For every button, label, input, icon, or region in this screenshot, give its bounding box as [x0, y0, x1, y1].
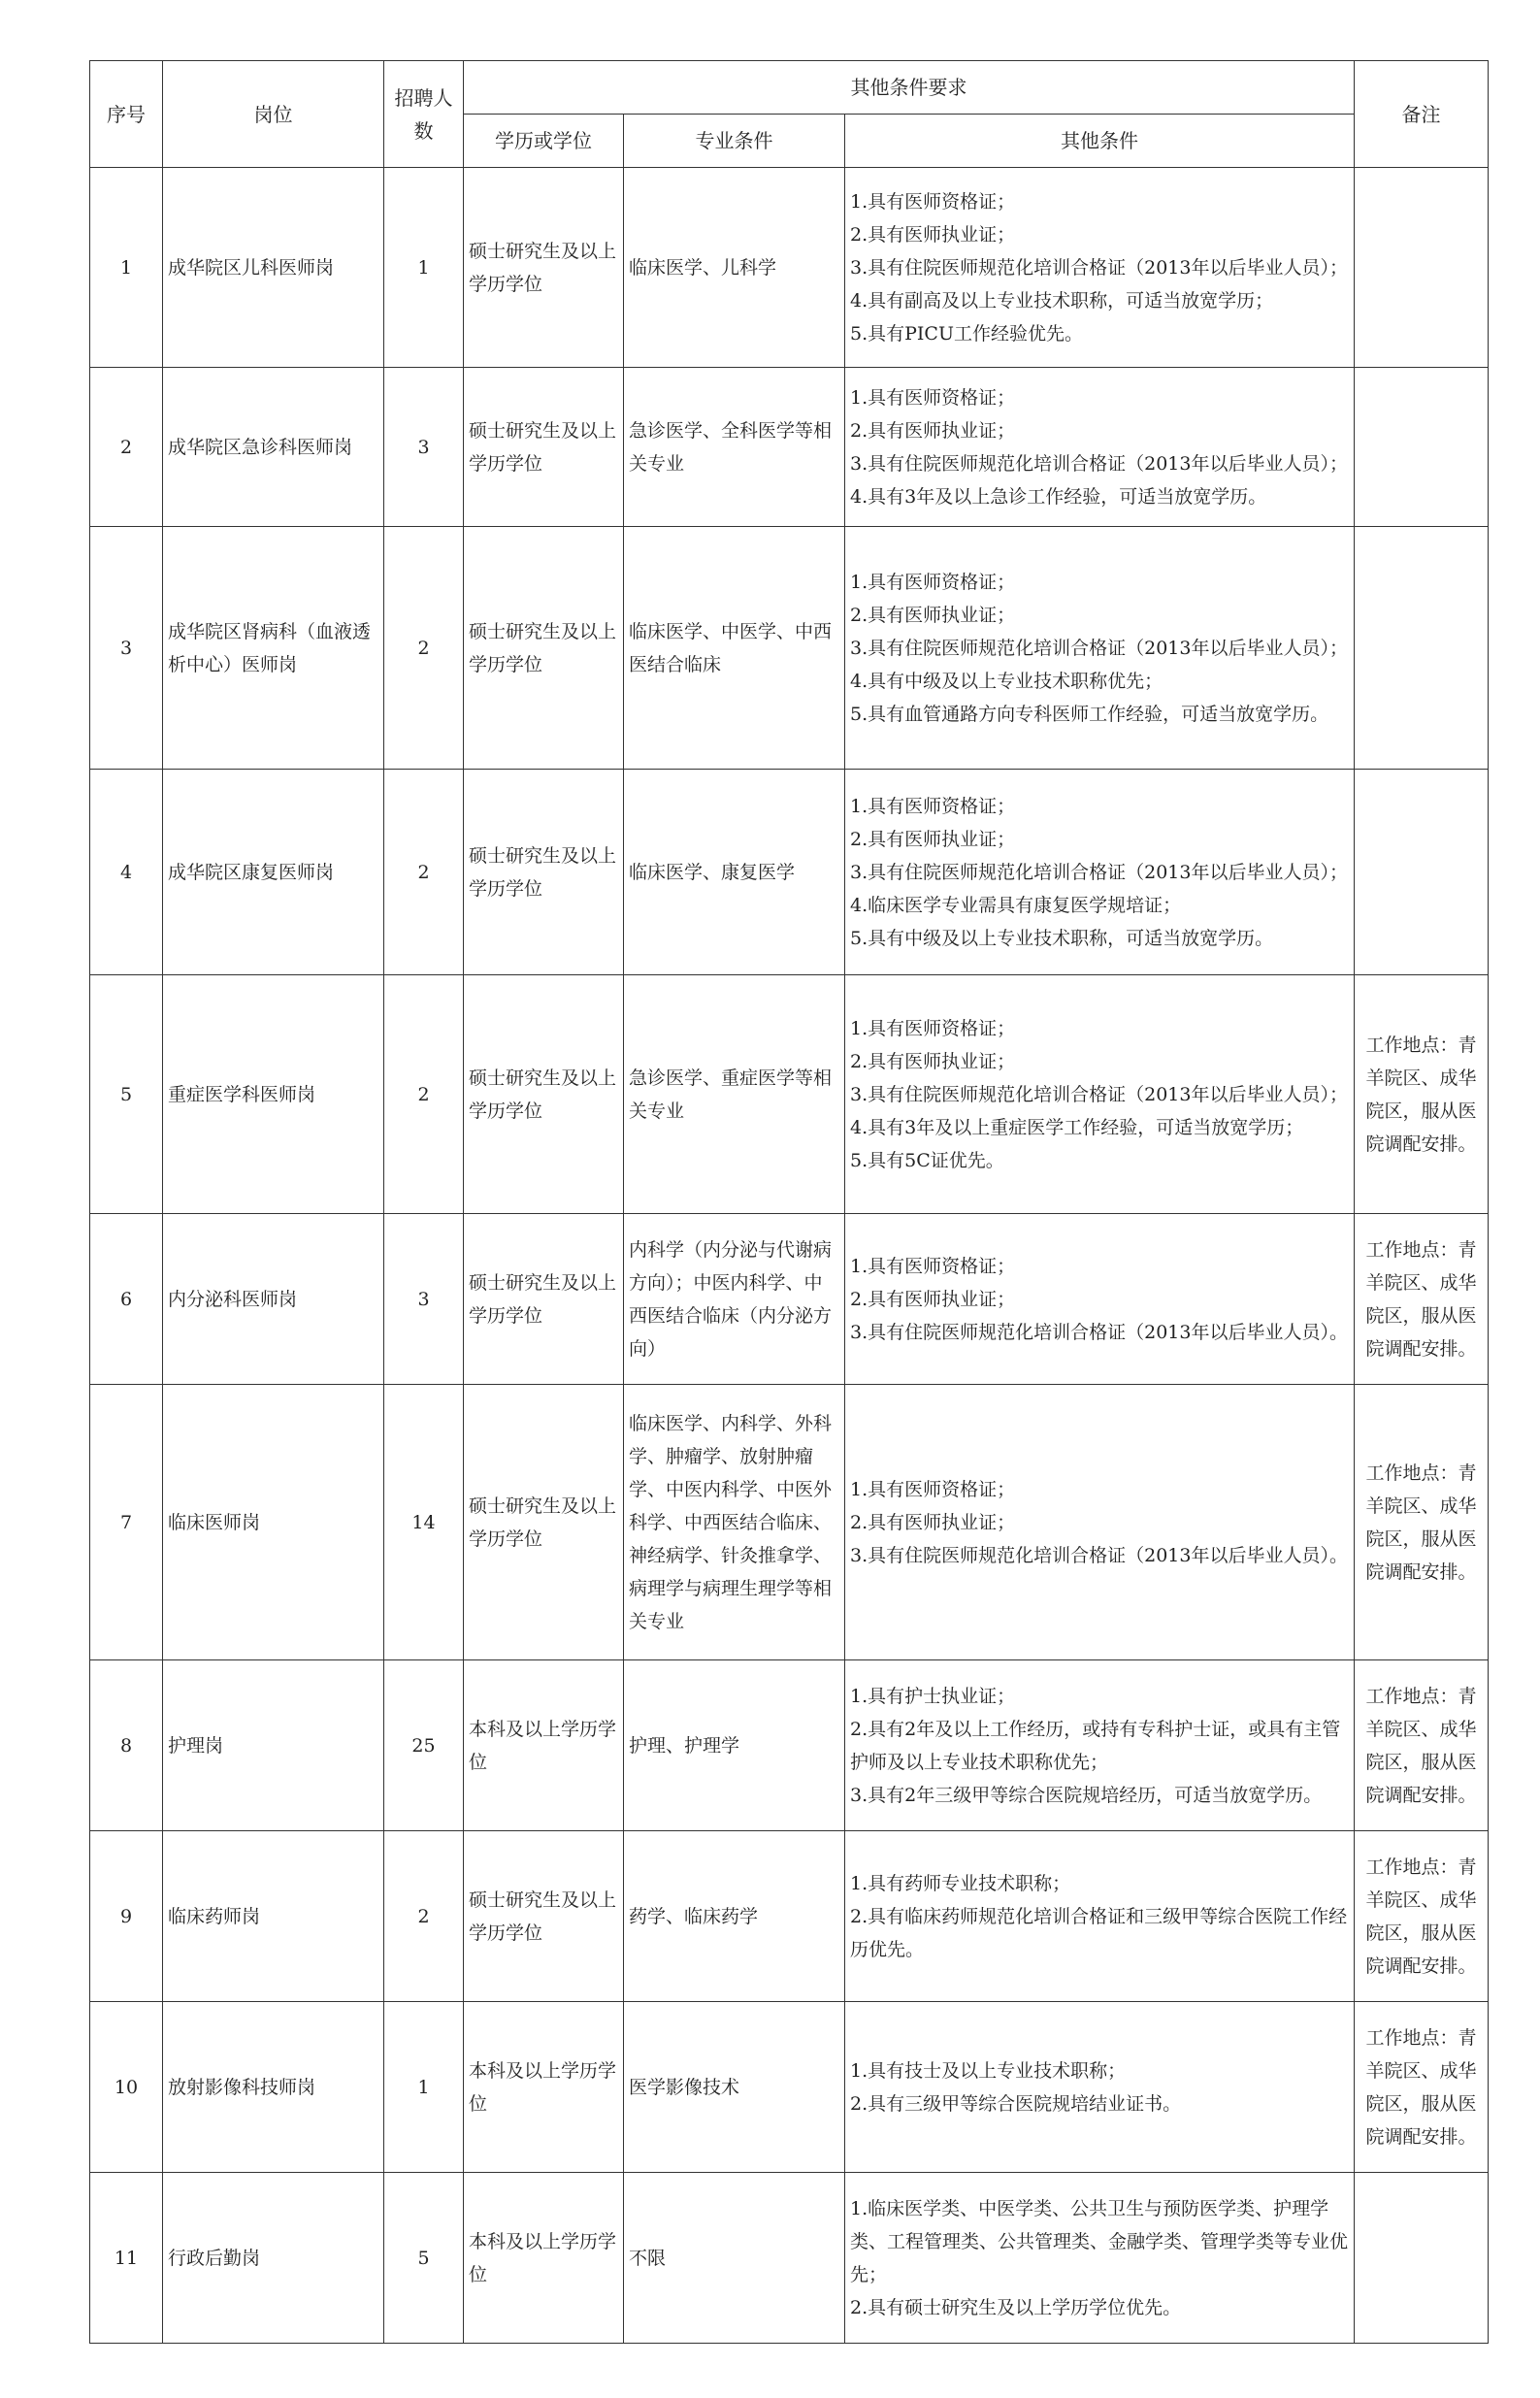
row-number: 7: [90, 1385, 163, 1660]
hire-count: 25: [384, 1660, 464, 1831]
table-header: [90, 61, 1489, 168]
education-requirement: 本科及以上学历学位: [464, 2002, 624, 2173]
table-row: [90, 1660, 1489, 1831]
row-number: 4: [90, 770, 163, 975]
condition-item: 1.具有医师资格证；: [850, 386, 1016, 409]
condition-item: 3.具有住院医师规范化培训合格证（2013年以后毕业人员）；: [850, 861, 1348, 883]
education-requirement: 硕士研究生及以上学历学位: [464, 527, 624, 770]
post-name: 成华院区急诊科医师岗: [163, 368, 384, 527]
hire-count: 2: [384, 975, 464, 1214]
condition-item: 5.具有血管通路方向专科医师工作经验，可适当放宽学历。: [850, 703, 1329, 725]
header-other-conditions: 其他条件: [845, 115, 1355, 168]
other-conditions: [845, 2173, 1355, 2344]
row-number: 1: [90, 168, 163, 368]
education-requirement: 硕士研究生及以上学历学位: [464, 770, 624, 975]
post-name: 行政后勤岗: [163, 2173, 384, 2344]
hire-count: 1: [384, 168, 464, 368]
condition-item: 1.具有医师资格证；: [850, 1478, 1016, 1500]
table-row: [90, 2173, 1489, 2344]
major-requirement: 不限: [624, 2173, 845, 2344]
other-conditions: [845, 1214, 1355, 1385]
hire-count: 2: [384, 770, 464, 975]
post-name: 临床药师岗: [163, 1831, 384, 2002]
education-requirement: 硕士研究生及以上学历学位: [464, 975, 624, 1214]
post-name: 临床医师岗: [163, 1385, 384, 1660]
post-name: 重症医学科医师岗: [163, 975, 384, 1214]
hire-count: 3: [384, 1214, 464, 1385]
education-requirement: 硕士研究生及以上学历学位: [464, 1214, 624, 1385]
condition-item: 1.具有护士执业证；: [850, 1685, 1016, 1707]
row-number: 9: [90, 1831, 163, 2002]
condition-item: 2.具有临床药师规范化培训合格证和三级甲等综合医院工作经历优先。: [850, 1905, 1348, 1960]
condition-item: 1.具有医师资格证；: [850, 571, 1016, 593]
header-seq: 序号: [90, 61, 163, 168]
condition-item: 5.具有PICU工作经验优先。: [850, 322, 1083, 345]
condition-item: 2.具有硕士研究生及以上学历学位优先。: [850, 2296, 1182, 2318]
remark: [1355, 770, 1489, 975]
hire-count: 1: [384, 2002, 464, 2173]
row-number: 8: [90, 1660, 163, 1831]
condition-item: 5.具有中级及以上专业技术职称，可适当放宽学历。: [850, 927, 1274, 949]
table-row: [90, 975, 1489, 1214]
hire-count: 3: [384, 368, 464, 527]
condition-item: 4.具有中级及以上专业技术职称优先；: [850, 670, 1163, 692]
header-education: 学历或学位: [464, 115, 624, 168]
post-name: 成华院区肾病科（血液透析中心）医师岗: [163, 527, 384, 770]
hire-count: 14: [384, 1385, 464, 1660]
table-row: [90, 1385, 1489, 1660]
condition-item: 3.具有住院医师规范化培训合格证（2013年以后毕业人员）；: [850, 256, 1348, 279]
education-requirement: 硕士研究生及以上学历学位: [464, 368, 624, 527]
remark: [1355, 527, 1489, 770]
condition-item: 1.具有医师资格证；: [850, 1255, 1016, 1277]
other-conditions: [845, 975, 1355, 1214]
recruitment-table: [89, 60, 1489, 2344]
condition-item: 4.具有副高及以上专业技术职称，可适当放宽学历；: [850, 289, 1274, 312]
condition-item: 1.具有医师资格证；: [850, 795, 1016, 817]
condition-item: 2.具有医师执业证；: [850, 1050, 1016, 1072]
post-name: 成华院区儿科医师岗: [163, 168, 384, 368]
remark: 工作地点：青羊院区、成华院区，服从医院调配安排。: [1355, 975, 1489, 1214]
major-requirement: 药学、临床药学: [624, 1831, 845, 2002]
row-number: 2: [90, 368, 163, 527]
condition-item: 1.临床医学类、中医学类、公共卫生与预防医学类、护理学类、工程管理类、公共管理类、金融学类、管理学类等专业优先；: [850, 2197, 1349, 2285]
table-row: [90, 1831, 1489, 2002]
remark: [1355, 168, 1489, 368]
major-requirement: 医学影像技术: [624, 2002, 845, 2173]
condition-item: 2.具有三级甲等综合医院规培结业证书。: [850, 2092, 1182, 2115]
education-requirement: 硕士研究生及以上学历学位: [464, 1385, 624, 1660]
hire-count: 2: [384, 527, 464, 770]
table-row: [90, 770, 1489, 975]
condition-item: 3.具有住院医师规范化培训合格证（2013年以后毕业人员）；: [850, 1083, 1348, 1105]
major-requirement: 护理、护理学: [624, 1660, 845, 1831]
education-requirement: 硕士研究生及以上学历学位: [464, 168, 624, 368]
condition-item: 1.具有医师资格证；: [850, 1017, 1016, 1039]
education-requirement: 硕士研究生及以上学历学位: [464, 1831, 624, 2002]
header-count: 招聘人数: [384, 61, 464, 168]
post-name: 护理岗: [163, 1660, 384, 1831]
post-name: 放射影像科技师岗: [163, 2002, 384, 2173]
table-body: [90, 168, 1489, 2344]
other-conditions: [845, 527, 1355, 770]
row-number: 3: [90, 527, 163, 770]
row-number: 5: [90, 975, 163, 1214]
condition-item: 2.具有医师执业证；: [850, 604, 1016, 626]
hire-count: 2: [384, 1831, 464, 2002]
row-number: 11: [90, 2173, 163, 2344]
condition-item: 5.具有5C证优先。: [850, 1149, 1004, 1171]
table-row: [90, 368, 1489, 527]
post-name: 成华院区康复医师岗: [163, 770, 384, 975]
condition-item: 4.临床医学专业需具有康复医学规培证；: [850, 894, 1182, 916]
remark: [1355, 2173, 1489, 2344]
major-requirement: 临床医学、中医学、中西医结合临床: [624, 527, 845, 770]
other-conditions: [845, 368, 1355, 527]
condition-item: 4.具有3年及以上重症医学工作经验，可适当放宽学历；: [850, 1116, 1304, 1138]
condition-item: 2.具有医师执业证；: [850, 828, 1016, 850]
table-row: [90, 1214, 1489, 1385]
other-conditions: [845, 1831, 1355, 2002]
major-requirement: 急诊医学、重症医学等相关专业: [624, 975, 845, 1214]
condition-item: 3.具有2年三级甲等综合医院规培经历，可适当放宽学历。: [850, 1784, 1323, 1806]
other-conditions: [845, 770, 1355, 975]
condition-item: 2.具有医师执业证；: [850, 419, 1016, 442]
remark: [1355, 368, 1489, 527]
education-requirement: 本科及以上学历学位: [464, 1660, 624, 1831]
row-number: 10: [90, 2002, 163, 2173]
education-requirement: 本科及以上学历学位: [464, 2173, 624, 2344]
condition-item: 4.具有3年及以上急诊工作经验，可适当放宽学历。: [850, 485, 1267, 508]
major-requirement: 急诊医学、全科医学等相关专业: [624, 368, 845, 527]
condition-item: 2.具有医师执业证；: [850, 1511, 1016, 1533]
post-name: 内分泌科医师岗: [163, 1214, 384, 1385]
table-row: [90, 527, 1489, 770]
hire-count: 5: [384, 2173, 464, 2344]
condition-item: 3.具有住院医师规范化培训合格证（2013年以后毕业人员）；: [850, 637, 1348, 659]
row-number: 6: [90, 1214, 163, 1385]
remark: 工作地点：青羊院区、成华院区，服从医院调配安排。: [1355, 1660, 1489, 1831]
table-row: [90, 2002, 1489, 2173]
remark: 工作地点：青羊院区、成华院区，服从医院调配安排。: [1355, 1831, 1489, 2002]
header-remark: 备注: [1355, 61, 1489, 168]
other-conditions: [845, 1385, 1355, 1660]
remark: 工作地点：青羊院区、成华院区，服从医院调配安排。: [1355, 1385, 1489, 1660]
condition-item: 1.具有技士及以上专业技术职称；: [850, 2059, 1127, 2082]
table-row: [90, 168, 1489, 368]
condition-item: 2.具有医师执业证；: [850, 1288, 1016, 1310]
condition-item: 2.具有医师执业证；: [850, 223, 1016, 246]
major-requirement: 临床医学、儿科学: [624, 168, 845, 368]
major-requirement: 内科学（内分泌与代谢病方向）；中医内科学、中西医结合临床（内分泌方向）: [624, 1214, 845, 1385]
condition-item: 1.具有医师资格证；: [850, 190, 1016, 213]
other-conditions: [845, 2002, 1355, 2173]
header-post: 岗位: [163, 61, 384, 168]
other-conditions: [845, 168, 1355, 368]
major-requirement: 临床医学、内科学、外科学、肿瘤学、放射肿瘤学、中医内科学、中医外科学、中西医结合临床、神经病学、针灸推拿学、病理学与病理生理学等相关专业: [624, 1385, 845, 1660]
header-other-requirements: 其他条件要求: [464, 61, 1355, 115]
condition-item: 3.具有住院医师规范化培训合格证（2013年以后毕业人员）；: [850, 452, 1348, 475]
condition-item: 3.具有住院医师规范化培训合格证（2013年以后毕业人员）。: [850, 1321, 1348, 1343]
condition-item: 3.具有住院医师规范化培训合格证（2013年以后毕业人员）。: [850, 1544, 1348, 1566]
remark: 工作地点：青羊院区、成华院区，服从医院调配安排。: [1355, 1214, 1489, 1385]
other-conditions: [845, 1660, 1355, 1831]
condition-item: 1.具有药师专业技术职称；: [850, 1872, 1071, 1894]
major-requirement: 临床医学、康复医学: [624, 770, 845, 975]
remark: 工作地点：青羊院区、成华院区，服从医院调配安排。: [1355, 2002, 1489, 2173]
condition-item: 2.具有2年及以上工作经历，或持有专科护士证，或具有主管护师及以上专业技术职称优先；: [850, 1718, 1341, 1773]
header-major: 专业条件: [624, 115, 845, 168]
